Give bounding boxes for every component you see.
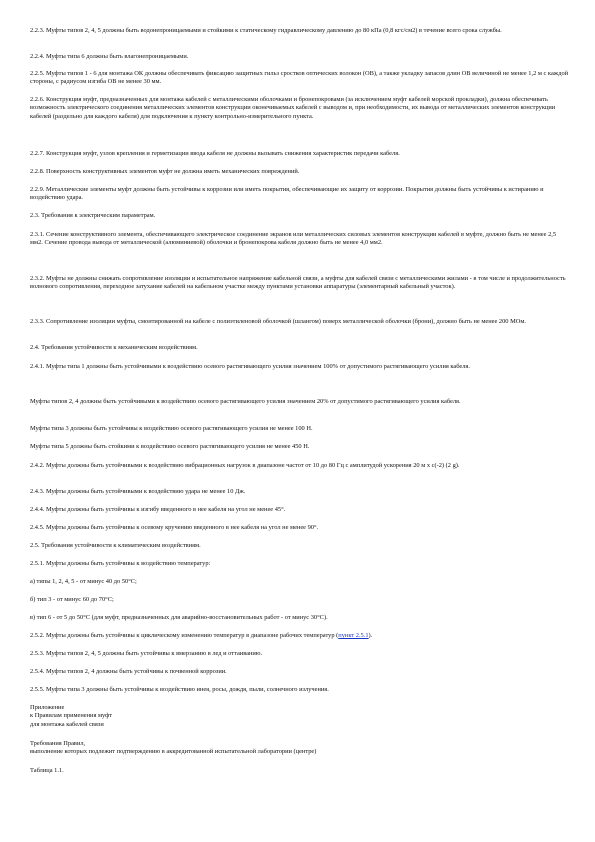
- paragraph-2-4-4: 2.4.4. Муфты должны быть устойчивы к изгибу введенного в нее кабеля на угол не менее 45°.: [30, 506, 286, 513]
- paragraph-2-2-8: 2.2.8. Поверхность конструктивных элементов муфт не должна иметь механических повреждений.: [30, 168, 300, 175]
- paragraph-2-4-3: 2.4.3. Муфты должны быть устойчивыми к воздействию удара не менее 10 Дж.: [30, 488, 246, 495]
- paragraph-2-3-3: 2.3.3. Сопротивление изоляции муфты, смонтированной на кабеле с полиэтиленовой оболочкой (шлангом) поверх металлической оболочки (брони), должно быть не менее 200 МОм.: [30, 318, 527, 325]
- list-item-b: б) тип 3 - от минус 60 до 70°С;: [30, 596, 114, 603]
- paragraph-2-2-6: 2.2.6. Конструкция муфт, предназначенных для монтажа кабелей с металлическими оболочками и бронепокровами (за исключением муфт кабелей морской прокладки), должна обеспечивать возможность электрического соединения металлических элементов конструкции оконечиваемых кабелей с выводом и, при необходимости, их вывода от металлических элементов конструкции кабелей (раздельно для каждого кабеля) для подключения к пункту контрольно-измерительного пункта.: [30, 96, 556, 120]
- section-heading-2-4: 2.4. Требования устойчивости к механическим воздействиям.: [30, 344, 198, 351]
- paragraph-2-2-4: 2.2.4. Муфты типа 6 должны быть влагонепроницаемыми.: [30, 53, 189, 60]
- appendix-header: Приложение к Правилам применения муфт для монтажа кабелей связи: [30, 704, 113, 728]
- paragraph-2-5-2-text: 2.5.2. Муфты должны быть устойчивы к циклическому изменению температур в диапазоне рабочих температур (: [30, 632, 339, 639]
- paragraph-2-3-2: 2.3.2. Муфты не должны снижать сопротивление изоляции и испытательное напряжение кабельной связи, а муфты для кабелей связи с металлическими жилами - в том числе и продолжительность волнового сопротивления, переходное затухание кабелей на кабельном участке между пунктами установки аппаратуры (элементарный кабельный участок).: [30, 275, 566, 291]
- paragraph-type-5-tension: Муфты типа 5 должны быть стойкими к воздействию осевого растягивающего усилия не менее 450 Н.: [30, 443, 310, 450]
- paragraph-type-3-tension: Муфты типа 3 должны быть устойчивы к воздействию осевого растягивающего усилия не менее 100 Н.: [30, 425, 313, 432]
- paragraph-2-5-2-tail: ).: [368, 632, 373, 639]
- paragraph-2-2-9: 2.2.9. Металлические элементы муфт должны быть устойчивы к коррозии или иметь покрытия, обеспечивающие их защиту от коррозии. Покрытия должны быть устойчивы к истиранию и воздействию удара.: [30, 186, 544, 202]
- section-heading-2-3: 2.3. Требования к электрическим параметрам.: [30, 212, 156, 219]
- link-point-2-5-1[interactable]: пункт 2.5.1: [338, 632, 369, 639]
- paragraph-2-3-1: 2.3.1. Сечение конструктивного элемента, обеспечивающего электрическое соединение экранов или металлических силовых элементов конструкции кабелей в муфте, должно быть не менее 2,5 мм2. Сечение провода вывода от металлической (алюминиевой) оболочки и бронепокрова кабеля должно быть не менее 4,0 мм2.: [30, 231, 557, 247]
- paragraph-2-4-1: 2.4.1. Муфты типа 1 должны быть устойчивыми к воздействию осевого растягивающего усилия значением 100% от допустимого растягивающего усилия кабеля.: [30, 363, 470, 370]
- table-caption: Таблица 1.1.: [30, 767, 64, 774]
- paragraph-types-2-4-tension: Муфты типов 2, 4 должны быть устойчивыми к воздействию осевого растягивающего усилия значением 20% от допустимого растягивающего усилия кабеля.: [30, 398, 461, 405]
- paragraph-2-4-2: 2.4.2. Муфты должны быть устойчивыми к воздействию вибрационных нагрузок в диапазоне частот от 10 до 80 Гц с амплитудой ускорения 20 м x c(-2) (2 g).: [30, 462, 460, 469]
- paragraph-2-2-3: 2.2.3. Муфты типов 2, 4, 5 должны быть водонепроницаемыми и стойкими к статическому гидравлическому давлению до 80 кПа (0,8 кгс/см2) в течение всего срока службы.: [30, 27, 502, 34]
- list-item-c: в) тип 6 - от 5 до 50°С (для муфт, предназначенных для аварийно-восстановительных работ - от минус 30°С).: [30, 614, 328, 621]
- paragraph-2-5-3: 2.5.3. Муфты типов 2, 4, 5 должны быть устойчивы к вмерзанию в лед и оттаиванию.: [30, 650, 263, 657]
- paragraph-2-4-5: 2.4.5. Муфты должны быть устойчивы к осевому кручению введенного в нее кабеля на угол не менее 90°.: [30, 524, 319, 531]
- section-heading-2-5: 2.5. Требования устойчивости к климатическим воздействиям.: [30, 542, 201, 549]
- requirements-heading: Требования Правил, выполнение которых подлежит подтверждению в аккредитованной испытательной лаборатории (центре): [30, 740, 317, 756]
- paragraph-2-2-7: 2.2.7. Конструкция муфт, узлов крепления и герметизации ввода кабеля не должны вызывать снижения характеристик передачи кабеля.: [30, 150, 400, 157]
- paragraph-2-5-5: 2.5.5. Муфты типа 3 должны быть устойчивы к воздействию инея, росы, дождя, пыли, солнечного излучения.: [30, 686, 329, 693]
- paragraph-2-5-4: 2.5.4. Муфты типов 2, 4 должны быть устойчивы к почвенной коррозии.: [30, 668, 227, 675]
- paragraph-2-5-2: [30, 632, 570, 640]
- paragraph-2-5-1: 2.5.1. Муфты должны быть устойчивы к воздействию температур:: [30, 560, 211, 567]
- list-item-a: а) типы 1, 2, 4, 5 - от минус 40 до 50°С;: [30, 578, 137, 585]
- paragraph-2-2-5: 2.2.5. Муфты типов 1 - 6 для монтажа ОК должны обеспечивать фиксацию защитных гильз сростков оптических волокон (ОВ), а также укладку запасов длин ОВ величиной не менее 1,2 м с каждой стороны, с радиусом изгиба ОВ не менее 30 мм.: [30, 70, 569, 86]
